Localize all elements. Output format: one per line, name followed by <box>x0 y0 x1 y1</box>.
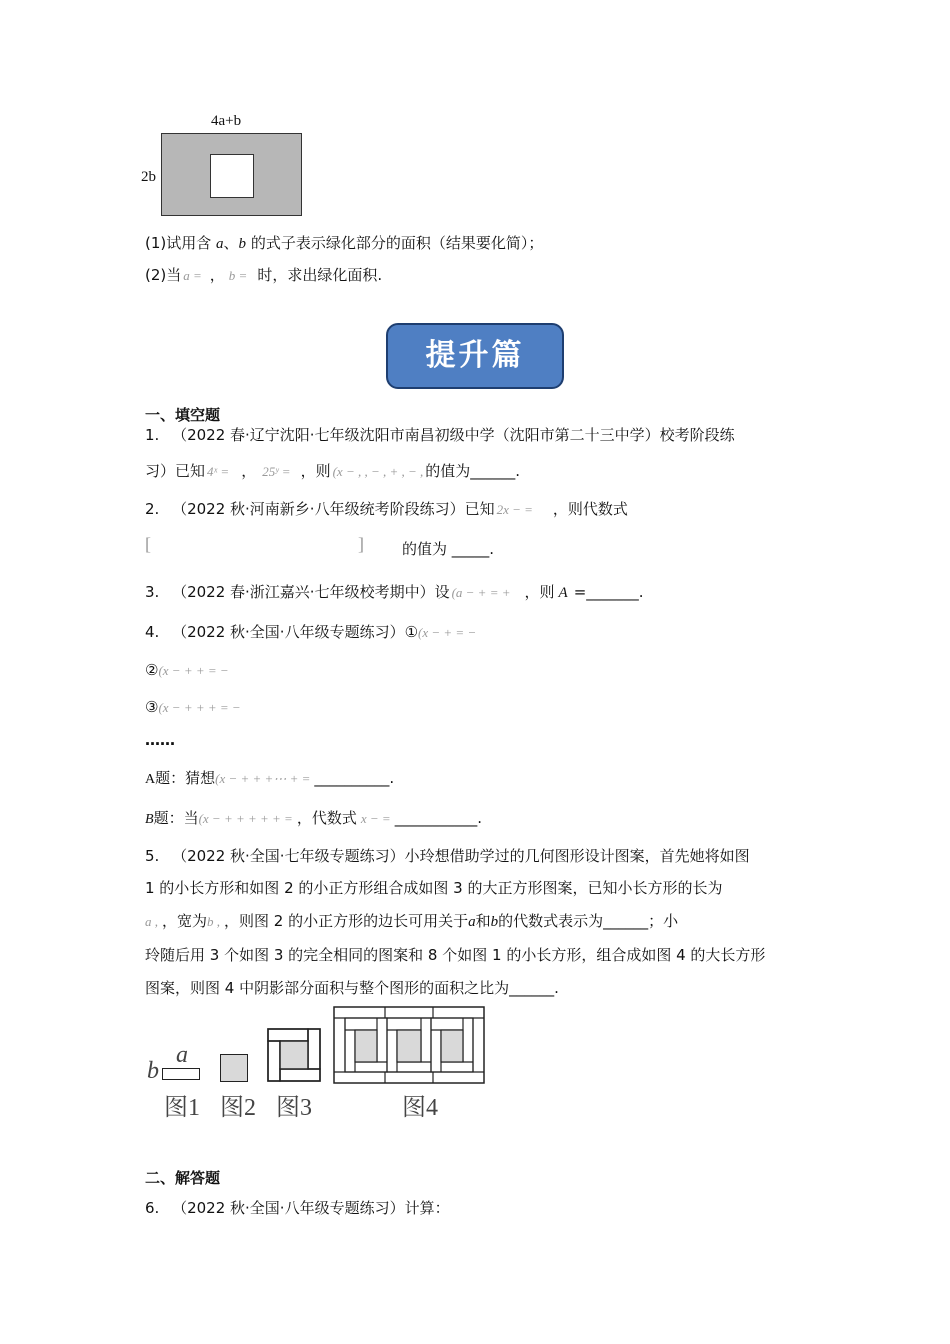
q1-answer-blank: 的值为______. <box>425 462 521 480</box>
q5-line2: 1 的小长方形和如图 2 的小正方形组合成如图 3 的大正方形图案，已知小长方形的长为 <box>145 879 723 897</box>
fig2-small-square <box>220 1054 248 1082</box>
outer-rectangle <box>161 133 302 216</box>
fig1-label-a: a <box>176 1042 188 1068</box>
q3-then: ，则 <box>524 583 555 601</box>
q6-line <box>145 1197 450 1218</box>
figure-top-label: 4a+b <box>211 113 242 129</box>
part1-q1-pre: (1)试用含 <box>145 234 217 252</box>
fig1-label-b: b <box>147 1058 159 1084</box>
q1-math1: 4ˣ = <box>207 464 230 479</box>
fig4-caption: 图4 <box>402 1095 438 1121</box>
q3-text1: （2022 春·浙江嘉兴·七年级校考期中）设 <box>172 583 450 601</box>
q1-math3: (x − , , − , + , − , <box>332 464 424 479</box>
q4-text1: （2022 秋·全国·八年级专题练习）① <box>172 623 419 641</box>
figure-side-label: 2b <box>141 169 156 185</box>
q5-and: 和 <box>475 912 491 930</box>
part2-comma: ， <box>209 266 225 284</box>
fig2-caption: 图2 <box>220 1095 256 1121</box>
q5-text-width: ，宽为 <box>162 912 208 930</box>
q2-math1: 2x − = <box>496 502 533 517</box>
part1-q1-post: 的式子表示绿化部分的面积（结果要化简）； <box>246 234 544 252</box>
fig1-small-rectangle <box>162 1068 200 1080</box>
q4-b-mid: ，代数式 <box>296 809 357 827</box>
section-title-fill: 一、填空题 <box>145 406 221 424</box>
q4-ellipsis: …… <box>145 731 175 749</box>
q4-a-blank: __________. <box>314 769 395 787</box>
q5-math-b: b , <box>207 914 221 929</box>
q4-line1 <box>145 621 476 642</box>
q4-b-math: (x − + + + + + = <box>198 811 293 826</box>
var-a: a <box>216 236 224 252</box>
q6-number: 6. <box>145 1199 160 1217</box>
fig1-caption: 图1 <box>164 1095 200 1121</box>
q1-text2: 习）已知 <box>145 462 206 480</box>
q5-line5: 图案，则图 4 中阴影部分面积与整个图形的面积之比为______. <box>145 979 559 997</box>
part2-pre: (2)当 <box>145 266 182 284</box>
q2-answer-blank: 的值为 _____. <box>402 540 495 558</box>
q4-a-math: (x − + + +⋯ + = <box>215 771 311 786</box>
q1-line2 <box>145 460 520 481</box>
q3-number: 3. <box>145 583 160 601</box>
fig3-big-square <box>267 1028 321 1082</box>
q3-answer-blank: =_______. <box>573 583 644 601</box>
q2-number: 2. <box>145 500 160 518</box>
q2-text2: ，则代数式 <box>552 500 628 518</box>
q6-text: （2022 秋·全国·八年级专题练习）计算： <box>172 1199 450 1217</box>
q2-line1 <box>145 498 628 519</box>
section-title-answer: 二、解答题 <box>145 1169 221 1187</box>
q5-text3: ，则图 2 的小正方形的边长可用关于 <box>224 912 469 930</box>
inner-square <box>210 154 254 198</box>
q1-number: 1. <box>145 426 160 444</box>
q2-bracket-close: ] <box>358 534 364 554</box>
q4-circle3: ③ <box>145 698 159 716</box>
q5-number: 5. <box>145 847 160 865</box>
part2-question <box>145 264 382 285</box>
q3-math: (a − + = + <box>451 585 511 600</box>
part1-question <box>145 232 543 253</box>
part2-post: 时，求出绿化面积. <box>257 266 383 284</box>
fig3-caption: 图3 <box>276 1095 312 1121</box>
q4-b-text: 题：当 <box>153 809 199 827</box>
q4-partB <box>145 807 482 828</box>
var-b: b <box>238 236 247 252</box>
q4-math3: (x − + + + = − <box>158 700 241 715</box>
q4-a-text: 题：猜想 <box>155 769 216 787</box>
part1-q1-sep: 、 <box>223 234 239 252</box>
q5-text4: 的代数式表示为______；小 <box>498 912 679 930</box>
q4-line3 <box>145 698 241 716</box>
q3-line <box>145 581 644 602</box>
q5-line4: 玲随后用 3 个如图 3 的完全相同的图案和 8 个如图 1 的小长方形，组合成如图 4 的大长方形 <box>145 946 766 964</box>
q5-line1 <box>145 845 750 866</box>
part2-b-eq: b = <box>228 268 248 283</box>
q1-then: ，则 <box>300 462 331 480</box>
q4-b-math2: x − = <box>360 811 391 826</box>
q5-text1: （2022 秋·全国·七年级专题练习）小玲想借助学过的几何图形设计图案，首先她将如图 <box>172 847 750 865</box>
q1-math2: 25ʸ = <box>262 464 291 479</box>
q4-math1: (x − + = − <box>418 625 477 640</box>
q5-line3 <box>145 910 678 931</box>
fig4-big-rectangle <box>333 1006 485 1084</box>
section-banner: 提升篇 <box>386 323 564 389</box>
q4-partA <box>145 767 394 788</box>
var-A: A <box>558 585 568 601</box>
q4-math2: (x − + + = − <box>158 663 229 678</box>
q4-label-A: A <box>145 772 156 787</box>
q1-text1: （2022 春·辽宁沈阳·七年级沈阳市南昌初级中学（沈阳市第二十三中学）校考阶段练 <box>172 426 735 444</box>
q4-label-B: B <box>145 812 154 827</box>
q4-circle2: ② <box>145 661 159 679</box>
q1-comma: ， <box>241 462 257 480</box>
q4-b-blank: ___________. <box>394 809 482 827</box>
q4-number: 4. <box>145 623 160 641</box>
q4-line2 <box>145 661 229 679</box>
part2-a-eq: a = <box>183 268 202 283</box>
q2-bracket-open: [ <box>145 534 151 554</box>
q5-math-a: a , <box>145 914 158 929</box>
q1-line1 <box>145 424 735 445</box>
q2-text1: （2022 秋·河南新乡·八年级统考阶段练习）已知 <box>172 500 495 518</box>
var-a2: a <box>468 914 476 930</box>
var-b2: b <box>490 914 499 930</box>
